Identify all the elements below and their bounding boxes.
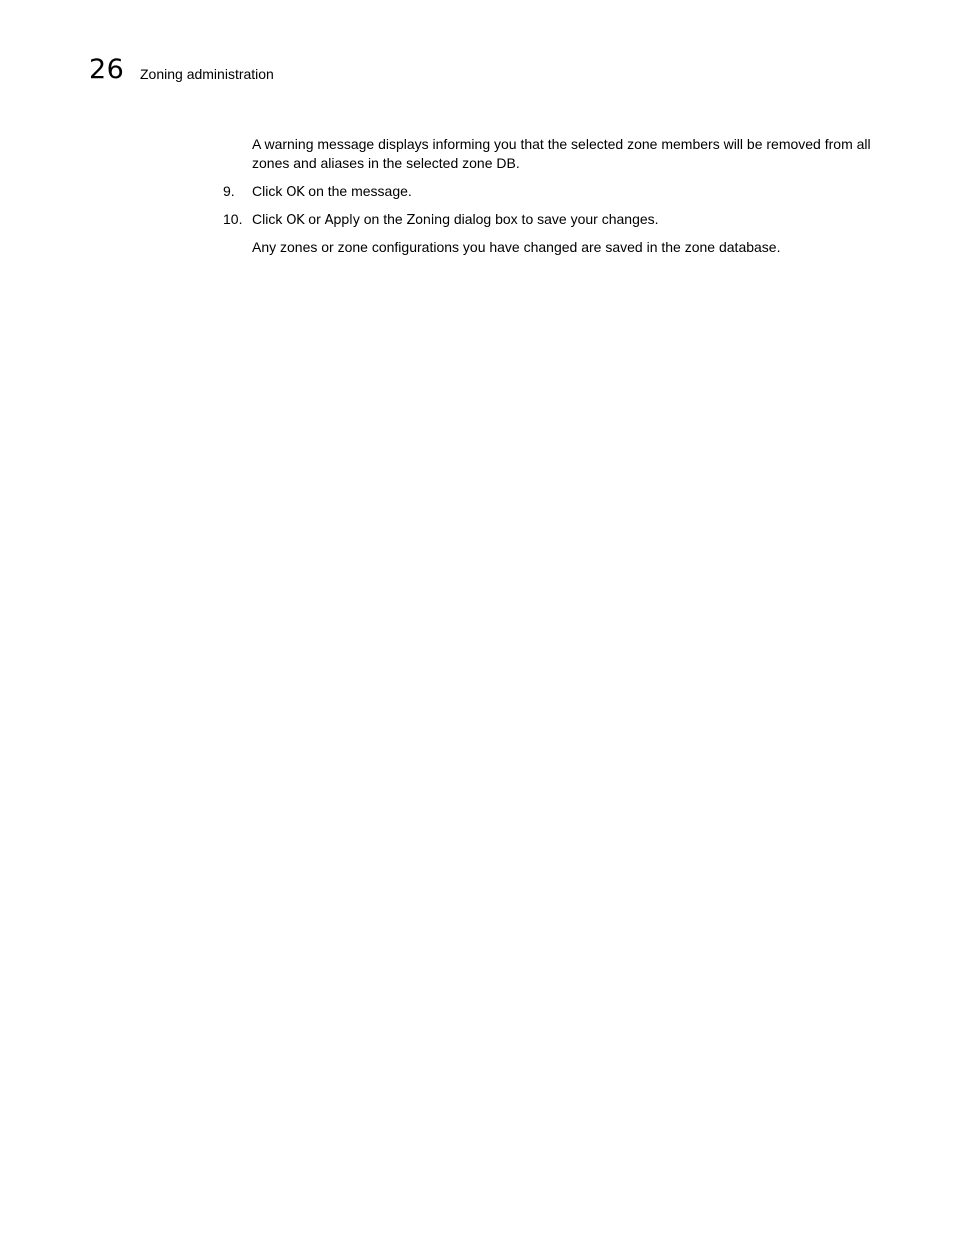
warning-description: A warning message displays informing you that the selected zone members will be removed from all zones and aliases in the selected zone DB. <box>252 136 871 171</box>
step-text: dialog box to save your changes. <box>449 211 659 227</box>
running-header-title: Zoning administration <box>140 66 274 82</box>
step-number: 9. <box>223 183 235 199</box>
step-number: 10. <box>223 211 243 227</box>
step-text: on the <box>359 211 407 227</box>
step-text: or <box>304 211 325 227</box>
ok-term: OK <box>286 213 305 228</box>
zoning-term: Zoning <box>406 213 450 228</box>
result-description: Any zones or zone configurations you have changed are saved in the zone database. <box>252 239 781 255</box>
ok-term: OK <box>286 185 305 200</box>
chapter-number: 26 <box>89 54 125 85</box>
step-9 <box>223 182 412 202</box>
step-text: Click <box>252 183 287 199</box>
step-text: on the message. <box>304 183 412 199</box>
step-text: Click <box>252 211 287 227</box>
step-10 <box>223 210 659 230</box>
apply-term: Apply <box>324 213 360 228</box>
